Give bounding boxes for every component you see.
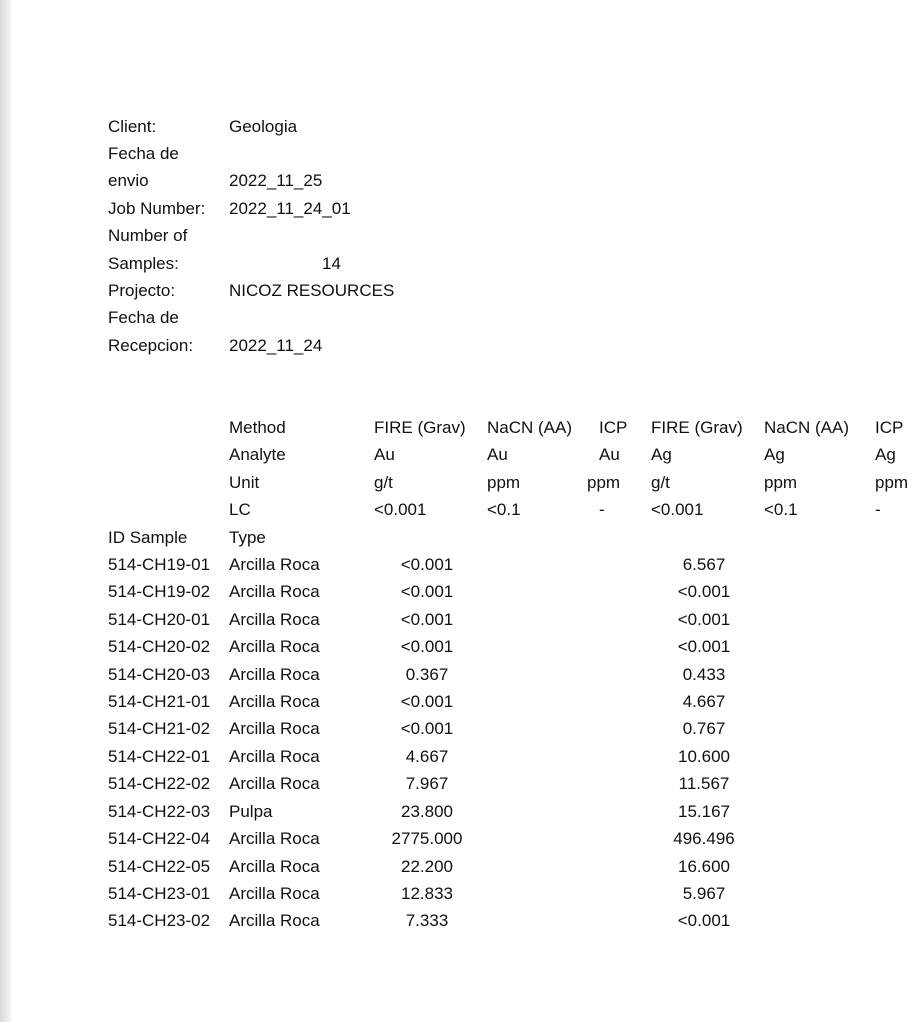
col2-analyte: Au — [487, 445, 508, 464]
col2-method: NaCN (AA) — [487, 418, 573, 437]
row9-type: Arcilla Roca — [229, 774, 320, 793]
row12-type: Arcilla Roca — [229, 857, 320, 876]
fecha-recepcion-label-line1: Fecha de — [108, 308, 179, 327]
col4-unit: g/t — [651, 473, 670, 492]
row14-ag-fire: <0.001 — [677, 911, 731, 930]
row8-id: 514-CH22-01 — [108, 747, 211, 766]
col4-lc: <0.001 — [651, 500, 704, 519]
row1-type: Arcilla Roca — [229, 555, 320, 574]
row9-id: 514-CH22-02 — [108, 774, 211, 793]
job-number-label: Job Number: — [108, 199, 206, 218]
analyte-row-label: Analyte — [229, 445, 286, 464]
row2-id: 514-CH19-02 — [108, 582, 211, 601]
row10-au-fire: 23.800 — [401, 802, 453, 821]
row2-ag-fire: <0.001 — [677, 582, 731, 601]
col4-method: FIRE (Grav) — [651, 418, 743, 437]
row3-au-fire: <0.001 — [400, 610, 454, 629]
col3-unit: ppm — [587, 473, 621, 492]
row8-ag-fire: 10.600 — [678, 747, 730, 766]
row7-id: 514-CH21-02 — [108, 719, 211, 738]
fecha-recepcion-label-line2: Recepcion: — [108, 336, 194, 355]
row5-type: Arcilla Roca — [229, 665, 320, 684]
row12-id: 514-CH22-05 — [108, 857, 211, 876]
col6-analyte: Ag — [875, 445, 896, 464]
col1-unit: g/t — [374, 473, 393, 492]
col5-lc: <0.1 — [764, 500, 798, 519]
row1-au-fire: <0.001 — [400, 555, 454, 574]
col4-analyte: Ag — [651, 445, 672, 464]
row12-au-fire: 22.200 — [401, 857, 453, 876]
row5-au-fire: 0.367 — [405, 665, 449, 684]
row3-ag-fire: <0.001 — [677, 610, 731, 629]
fecha-envio-label-line1: Fecha de — [108, 144, 179, 163]
page-edge-shadow — [0, 0, 11, 1022]
row11-type: Arcilla Roca — [229, 829, 320, 848]
lc-row-label: LC — [229, 500, 251, 519]
row6-au-fire: <0.001 — [400, 692, 454, 711]
col5-method: NaCN (AA) — [764, 418, 850, 437]
id-sample-header: ID Sample — [108, 528, 188, 547]
row6-id: 514-CH21-01 — [108, 692, 211, 711]
col5-analyte: Ag — [764, 445, 785, 464]
col2-lc: <0.1 — [487, 500, 521, 519]
col3-analyte: Au — [599, 445, 620, 464]
row3-type: Arcilla Roca — [229, 610, 320, 629]
row7-au-fire: <0.001 — [400, 719, 454, 738]
fecha-envio-label-line2: envio — [108, 171, 149, 190]
row12-ag-fire: 16.600 — [678, 857, 730, 876]
col2-unit: ppm — [487, 473, 521, 492]
row4-id: 514-CH20-02 — [108, 637, 211, 656]
row10-type: Pulpa — [229, 802, 273, 821]
fecha-recepcion-value: 2022_11_24 — [229, 336, 323, 355]
client-label: Client: — [108, 117, 157, 136]
row10-id: 514-CH22-03 — [108, 802, 211, 821]
row6-type: Arcilla Roca — [229, 692, 320, 711]
samples-label-line2: Samples: — [108, 254, 179, 273]
row7-ag-fire: 0.767 — [682, 719, 726, 738]
col1-lc: <0.001 — [374, 500, 427, 519]
row14-au-fire: 7.333 — [405, 911, 449, 930]
row4-ag-fire: <0.001 — [677, 637, 731, 656]
row4-au-fire: <0.001 — [400, 637, 454, 656]
col6-lc: - — [875, 500, 881, 519]
row14-type: Arcilla Roca — [229, 911, 320, 930]
method-row-label: Method — [229, 418, 286, 437]
row13-au-fire: 12.833 — [401, 884, 453, 903]
col1-method: FIRE (Grav) — [374, 418, 466, 437]
row1-ag-fire: 6.567 — [682, 555, 726, 574]
row5-ag-fire: 0.433 — [682, 665, 726, 684]
client-value: Geologia — [229, 117, 298, 136]
row3-id: 514-CH20-01 — [108, 610, 211, 629]
row11-id: 514-CH22-04 — [108, 829, 211, 848]
row9-au-fire: 7.967 — [405, 774, 449, 793]
row8-au-fire: 4.667 — [405, 747, 449, 766]
row6-ag-fire: 4.667 — [682, 692, 726, 711]
col6-unit: ppm — [875, 473, 909, 492]
row2-au-fire: <0.001 — [400, 582, 454, 601]
col6-method: ICP — [875, 418, 904, 437]
row13-id: 514-CH23-01 — [108, 884, 211, 903]
col3-method: ICP — [599, 418, 628, 437]
col3-lc: - — [599, 500, 605, 519]
projecto-label: Projecto: — [108, 281, 176, 300]
row7-type: Arcilla Roca — [229, 719, 320, 738]
row13-type: Arcilla Roca — [229, 884, 320, 903]
projecto-value: NICOZ RESOURCES — [229, 281, 395, 300]
type-header: Type — [229, 528, 266, 547]
samples-value: 14 — [322, 254, 341, 273]
row10-ag-fire: 15.167 — [678, 802, 730, 821]
fecha-envio-value: 2022_11_25 — [229, 171, 323, 190]
row13-ag-fire: 5.967 — [682, 884, 726, 903]
col1-analyte: Au — [374, 445, 395, 464]
col5-unit: ppm — [764, 473, 798, 492]
row5-id: 514-CH20-03 — [108, 665, 211, 684]
row11-au-fire: 2775.000 — [391, 829, 463, 848]
job-number-value: 2022_11_24_01 — [229, 199, 351, 218]
row1-id: 514-CH19-01 — [108, 555, 211, 574]
row11-ag-fire: 496.496 — [673, 829, 735, 848]
unit-row-label: Unit — [229, 473, 260, 492]
row8-type: Arcilla Roca — [229, 747, 320, 766]
row9-ag-fire: 11.567 — [678, 774, 730, 793]
row14-id: 514-CH23-02 — [108, 911, 211, 930]
samples-label-line1: Number of — [108, 226, 188, 245]
row4-type: Arcilla Roca — [229, 637, 320, 656]
row2-type: Arcilla Roca — [229, 582, 320, 601]
